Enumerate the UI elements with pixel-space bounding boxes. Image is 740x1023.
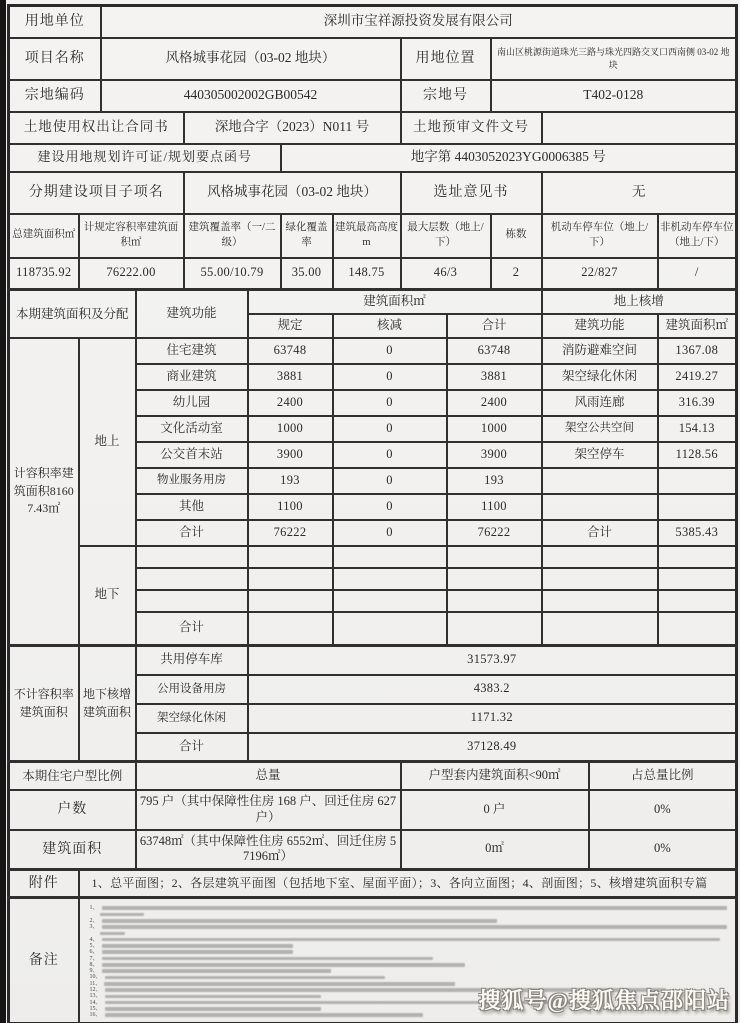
indicator-header-buildings: 栋数 <box>491 214 542 258</box>
parcel-no-value: T402-0128 <box>491 80 737 112</box>
nonfar-row-value: 31573.97 <box>248 646 737 675</box>
indicator-bike-parking: / <box>658 258 737 290</box>
siting-value: 无 <box>542 172 737 214</box>
remark-line: 16、 <box>90 1012 728 1018</box>
nonfar-row-value: 4383.2 <box>248 675 737 704</box>
bonus-function-header: 建筑功能 <box>542 314 658 338</box>
illegible-text-bar <box>102 944 293 948</box>
indicator-header-parking: 机动车停车位（地上/下） <box>542 214 658 258</box>
preexam-value <box>542 112 737 144</box>
nonfar-row-name: 架空绿化休闲 <box>136 704 248 733</box>
indicator-header-height: 建筑最高高度 m <box>333 214 401 258</box>
contract-label: 土地使用权出让合同书 <box>9 112 184 144</box>
row-bonus-area: 154.13 <box>658 416 737 442</box>
below-total-label: 合计 <box>136 612 248 646</box>
indicator-parking: 22/827 <box>542 258 658 290</box>
row-cut: 0 <box>333 364 447 390</box>
row-bonus-area: 5385.43 <box>658 520 737 546</box>
row-total: 3881 <box>447 364 542 390</box>
allocation-section-label: 本期建筑面积及分配 <box>9 290 136 338</box>
row-cut: 0 <box>333 442 447 468</box>
sohu-watermark: 搜狐号@搜狐焦点邵阳站 <box>478 988 730 1013</box>
subheader-cut: 核减 <box>333 314 447 338</box>
row-plan: 76222 <box>248 520 333 546</box>
project-name-label: 项目名称 <box>9 38 101 80</box>
photo-left-edge <box>0 0 6 1023</box>
nonfar-side-label: 不计容积率建筑面积 <box>9 646 79 762</box>
row-cut: 0 <box>333 416 447 442</box>
housing-row-total: 795 户（其中保障性住房 168 户、回迁住房 627 户） <box>136 790 401 830</box>
parcel-no-label: 宗地号 <box>401 80 491 112</box>
row-cut: 0 <box>333 468 447 494</box>
row-cut: 0 <box>333 390 447 416</box>
housing-row-label: 建筑面积 <box>9 830 136 870</box>
subheader-plan: 规定 <box>248 314 333 338</box>
row-total: 193 <box>447 468 542 494</box>
housing-row-label: 户数 <box>9 790 136 830</box>
subproject-label: 分期建设项目子项名 <box>9 172 184 214</box>
row-name: 幼儿园 <box>136 390 248 416</box>
nonfar-row-value: 1171.32 <box>248 704 737 733</box>
parcel-code-label: 宗地编码 <box>9 80 101 112</box>
illegible-text-bar <box>104 982 455 986</box>
preexam-label: 土地预审文件文号 <box>401 112 542 144</box>
indicator-header-green: 绿化覆盖率 <box>281 214 333 258</box>
row-name: 其他 <box>136 494 248 520</box>
illegible-text-bar <box>102 950 293 954</box>
illegible-text-bar <box>100 913 145 917</box>
illegible-text-bar <box>105 1013 424 1017</box>
row-bonus-area-empty <box>658 494 737 520</box>
attachment-label: 附件 <box>9 870 79 898</box>
permit-label: 建设用地规划许可证/规划要点函号 <box>9 144 281 172</box>
housing-row-ratio: 0% <box>589 830 737 870</box>
row-plan: 63748 <box>248 338 333 364</box>
above-ground-label: 地上 <box>79 338 136 546</box>
illegible-text-bar <box>102 957 434 961</box>
indicator-header-far-area: 计规定容积率建筑面积㎡ <box>79 214 184 258</box>
remark-line: 11、 <box>90 981 728 987</box>
housing-total-header: 总量 <box>136 762 401 790</box>
row-bonus-name: 合计 <box>542 520 658 546</box>
row-total: 1000 <box>447 416 542 442</box>
permit-value: 地字第 4403052023YG0006385 号 <box>281 144 737 172</box>
land-user-label: 用地单位 <box>9 6 101 38</box>
remark-line: 14、 <box>90 999 728 1005</box>
allocation-function-header: 建筑功能 <box>136 290 248 338</box>
illegible-text-bar <box>102 938 720 942</box>
remark-line: 4、 <box>90 936 728 942</box>
housing-ratio-header: 占总量比例 <box>589 762 737 790</box>
illegible-text-bar <box>102 919 497 923</box>
housing-small-header: 户型套内建筑面积<90㎡ <box>401 762 589 790</box>
housing-row-total: 63748㎡（其中保障性住房 6552㎡、回迁住房 57196㎡） <box>136 830 401 870</box>
bonus-area-header: 建筑面积㎡ <box>658 314 737 338</box>
nonfar-row-value: 37128.49 <box>248 733 737 762</box>
row-bonus-name: 架空停车 <box>542 442 658 468</box>
nonfar-row-name: 合计 <box>136 733 248 762</box>
indicator-far-area: 76222.00 <box>79 258 184 290</box>
land-user-value: 深圳市宝祥源投资发展有限公司 <box>101 6 737 38</box>
row-total: 1100 <box>447 494 542 520</box>
far-area-side-label: 计容积率建筑面积81607.43㎡ <box>9 338 79 646</box>
row-bonus-area: 1367.08 <box>658 338 737 364</box>
row-bonus-name-empty <box>542 468 658 494</box>
row-bonus-name: 风雨连廊 <box>542 390 658 416</box>
illegible-text-bar <box>102 963 465 967</box>
illegible-text-bar <box>105 1007 322 1011</box>
row-cut: 0 <box>333 338 447 364</box>
location-label: 用地位置 <box>401 38 491 80</box>
row-bonus-name: 架空绿化休闲 <box>542 364 658 390</box>
row-cut: 0 <box>333 494 447 520</box>
remark-line: 2、 <box>90 918 728 924</box>
indicator-total-area: 118735.92 <box>9 258 79 290</box>
indicator-header-total-area: 总建筑面积㎡ <box>9 214 79 258</box>
row-bonus-area: 2419.27 <box>658 364 737 390</box>
row-bonus-name: 消防避难空间 <box>542 338 658 364</box>
row-plan: 1000 <box>248 416 333 442</box>
illegible-text-bar <box>105 995 322 999</box>
row-bonus-area: 1128.56 <box>658 442 737 468</box>
ug-bonus-side-label: 地下核增建筑面积 <box>79 646 136 762</box>
row-total: 76222 <box>447 520 542 546</box>
remark-line: 5、 <box>90 943 728 949</box>
remark-line: 13、 <box>90 993 728 999</box>
row-plan: 3900 <box>248 442 333 468</box>
housing-row-ratio: 0% <box>589 790 737 830</box>
row-bonus-name-empty <box>542 494 658 520</box>
remark-line: 12、 <box>90 987 728 993</box>
remark-line: 8、 <box>90 962 728 968</box>
parcel-code-value: 440305002002GB00542 <box>101 80 401 112</box>
housing-row-small: 0 户 <box>401 790 589 830</box>
indicator-floors: 46/3 <box>401 258 491 290</box>
remarks-label: 备注 <box>9 898 79 1023</box>
row-total: 2400 <box>447 390 542 416</box>
row-plan: 3881 <box>248 364 333 390</box>
indicator-header-floors: 最大层数（地上/下） <box>401 214 491 258</box>
housing-section-label: 本期住宅户型比例 <box>9 762 136 790</box>
row-name: 文化活动室 <box>136 416 248 442</box>
remark-line: 15、 <box>90 1006 728 1012</box>
allocation-area-header: 建筑面积㎡ <box>248 290 542 314</box>
subheader-total: 合计 <box>447 314 542 338</box>
planning-permit-table <box>7 4 738 1023</box>
row-name: 商业建筑 <box>136 364 248 390</box>
row-bonus-area-empty <box>658 468 737 494</box>
nonfar-row-name: 公用设备用房 <box>136 675 248 704</box>
row-name: 物业服务用房 <box>136 468 248 494</box>
indicator-coverage: 55.00/10.79 <box>184 258 281 290</box>
remark-line: 6、 <box>90 949 728 955</box>
subproject-value: 风格城事花园（03-02 地块） <box>184 172 401 214</box>
housing-row-small: 0㎡ <box>401 830 589 870</box>
row-bonus-area: 316.39 <box>658 390 737 416</box>
illegible-text-bar <box>102 906 728 910</box>
illegible-text-bar <box>100 932 126 936</box>
attachment-content: 1、总平面图；2、各层建筑平面图（包括地下室、屋面平面）；3、各向立面图；4、剖面图；5、核增建筑面积专篇 <box>79 870 737 898</box>
row-name: 公交首末站 <box>136 442 248 468</box>
indicator-green: 35.00 <box>281 258 333 290</box>
siting-label: 选址意见书 <box>401 172 542 214</box>
illegible-text-bar <box>102 925 728 929</box>
row-total: 3900 <box>447 442 542 468</box>
remark-line: 3、 <box>90 924 728 930</box>
illegible-text-bar <box>102 969 332 973</box>
remark-line: 10、 <box>90 974 728 980</box>
remark-line: 9、 <box>90 968 728 974</box>
row-plan: 2400 <box>248 390 333 416</box>
illegible-text-bar <box>105 976 386 980</box>
location-value: 南山区桃源街道珠光三路与珠光四路交叉口西南侧 03-02 地块 <box>491 38 737 80</box>
remark-line: 1、 <box>90 905 728 911</box>
row-total: 63748 <box>447 338 542 364</box>
project-name-value: 风格城事花园（03-02 地块） <box>101 38 401 80</box>
row-plan: 193 <box>248 468 333 494</box>
row-plan: 1100 <box>248 494 333 520</box>
indicator-buildings: 2 <box>491 258 542 290</box>
row-name: 住宅建筑 <box>136 338 248 364</box>
below-ground-label: 地下 <box>79 546 136 646</box>
row-bonus-name: 架空公共空间 <box>542 416 658 442</box>
indicator-height: 148.75 <box>333 258 401 290</box>
row-name: 合计 <box>136 520 248 546</box>
indicator-header-coverage: 建筑覆盖率（一/二级） <box>184 214 281 258</box>
remark-line: 7、 <box>90 955 728 961</box>
contract-value: 深地合字（2023）N011 号 <box>184 112 401 144</box>
nonfar-row-name: 共用停车库 <box>136 646 248 675</box>
row-cut: 0 <box>333 520 447 546</box>
indicator-header-bike-parking: 非机动车停车位（地上/下） <box>658 214 737 258</box>
allocation-bonus-header: 地上核增 <box>542 290 737 314</box>
